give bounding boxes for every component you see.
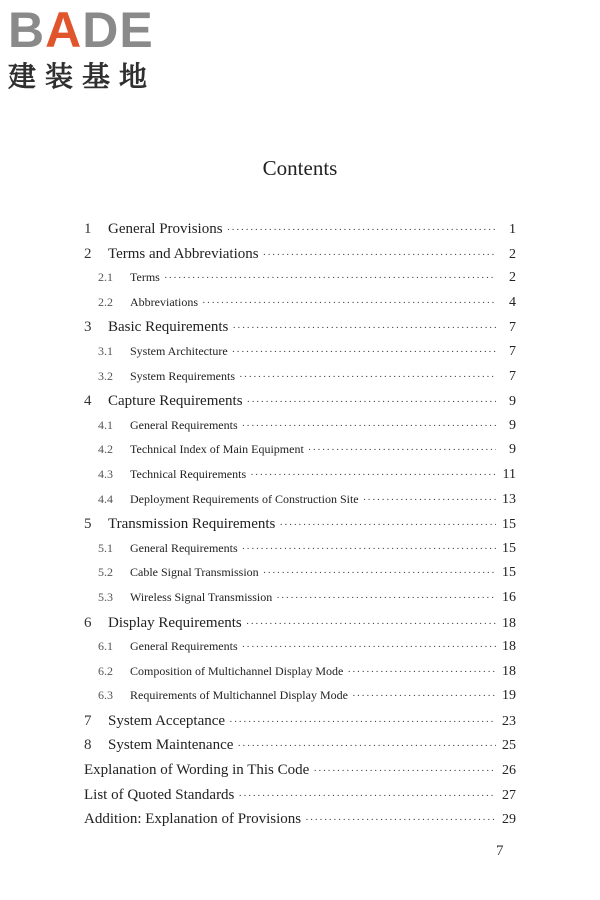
toc-entry[interactable] (84, 442, 516, 467)
toc-entry[interactable] (84, 492, 516, 517)
toc-leader (305, 814, 496, 826)
toc-leader (229, 716, 496, 728)
toc-number: 5.3 (98, 589, 113, 604)
toc-leader (232, 346, 496, 358)
toc-number: 8 (84, 737, 92, 754)
toc-page: 18 (502, 639, 516, 655)
toc-page: 11 (502, 466, 516, 482)
toc-page: 2 (509, 246, 516, 262)
toc-page: 18 (502, 663, 516, 679)
toc-leader (242, 420, 496, 432)
toc-number: 4.1 (98, 417, 113, 432)
page-title: Contents (262, 156, 338, 180)
toc-label: General Requirements (130, 540, 238, 555)
toc-page: 25 (502, 738, 516, 754)
bade-logo (8, 2, 188, 94)
toc-label: Technical Index of Main Equipment (130, 442, 304, 457)
logo-wordmark (8, 2, 188, 58)
toc-page: 15 (502, 540, 516, 556)
toc-leader (352, 690, 496, 702)
toc-label: Abbreviations (130, 294, 198, 309)
toc-page: 16 (502, 589, 516, 605)
toc-leader (347, 666, 496, 678)
toc-label: Technical Requirements (130, 466, 247, 481)
toc-number: 2.1 (98, 270, 113, 285)
toc-entry[interactable] (84, 516, 516, 541)
toc-leader (239, 371, 496, 383)
logo-letter-a: A (45, 2, 83, 58)
toc-label: Terms (130, 270, 160, 285)
toc-entry[interactable] (84, 541, 516, 566)
toc-page: 9 (509, 442, 516, 458)
toc-page: 7 (509, 320, 516, 336)
toc-label: System Maintenance (108, 737, 234, 754)
toc-entry[interactable] (84, 565, 516, 590)
toc-leader (313, 765, 496, 777)
toc-leader (279, 519, 496, 531)
toc-label: Terms and Abbreviations (108, 245, 259, 262)
toc-number: 4.4 (98, 491, 113, 506)
toc-label: Deployment Requirements of Construction Site (130, 491, 359, 506)
toc-leader (263, 567, 496, 579)
toc-page: 1 (509, 222, 516, 237)
toc-entry[interactable] (84, 344, 516, 369)
toc-number: 6.3 (98, 688, 113, 703)
toc-entry[interactable] (84, 737, 516, 762)
toc-leader (242, 543, 496, 555)
toc-label: General Requirements (130, 639, 238, 654)
toc-number: 3 (84, 319, 92, 336)
toc-entry[interactable] (84, 664, 516, 689)
toc-page: 18 (502, 615, 516, 631)
toc-entry[interactable] (84, 787, 516, 812)
toc-page: 27 (502, 787, 516, 803)
toc-entry[interactable] (84, 688, 516, 713)
toc-entry[interactable] (84, 467, 516, 492)
toc-leader (227, 224, 496, 236)
toc-number: 3.1 (98, 343, 113, 358)
toc-page: 23 (502, 713, 516, 729)
toc-label: Wireless Signal Transmission (130, 589, 273, 604)
toc-page: 9 (509, 417, 516, 433)
toc-leader (237, 740, 496, 752)
toc-page: 15 (502, 565, 516, 581)
toc-page: 15 (502, 517, 516, 533)
toc-label: Capture Requirements (108, 393, 243, 410)
toc-page: 13 (502, 491, 516, 507)
toc-entry[interactable] (84, 418, 516, 443)
toc-number: 6 (84, 614, 92, 631)
toc-label: Explanation of Wording in This Code (84, 762, 310, 779)
logo-chinese-text: 建装基地 (8, 60, 157, 93)
toc-entry[interactable] (84, 270, 516, 295)
toc-entry[interactable] (84, 221, 516, 246)
toc-label: List of Quoted Standards (84, 786, 235, 803)
toc-entry[interactable] (84, 369, 516, 394)
toc-entry[interactable] (84, 639, 516, 664)
toc-leader (308, 444, 496, 456)
toc-number: 5.2 (98, 565, 113, 580)
toc-leader (202, 297, 496, 309)
toc-number: 2.2 (98, 294, 113, 309)
toc-page: 4 (509, 294, 516, 310)
toc-page: 7 (509, 343, 516, 359)
toc-page: 2 (509, 270, 516, 286)
toc-entry[interactable] (84, 393, 516, 418)
toc-entry[interactable] (84, 590, 516, 615)
toc-label: Addition: Explanation of Provisions (84, 811, 302, 828)
toc-label: General Requirements (130, 417, 238, 432)
logo-letter-b: B (8, 2, 46, 58)
logo-letters-de: DE (82, 2, 154, 58)
toc-leader (363, 494, 496, 506)
toc-number: 1 (84, 221, 92, 237)
toc-entry[interactable] (84, 762, 516, 787)
toc-label: System Requirements (130, 368, 235, 383)
toc-label: Requirements of Multichannel Display Mode (130, 688, 348, 703)
toc-leader (164, 272, 496, 284)
toc-number: 4.2 (98, 442, 113, 457)
toc-number: 5 (84, 516, 92, 533)
toc-entry[interactable] (84, 295, 516, 320)
toc-number: 3.2 (98, 368, 113, 383)
toc-leader (246, 618, 496, 630)
page-number: 7 (496, 843, 504, 859)
toc-entry[interactable] (84, 615, 516, 640)
toc-page: 9 (509, 394, 516, 410)
toc-label: Transmission Requirements (108, 516, 276, 533)
toc-label: System Acceptance (108, 712, 226, 729)
toc-entry[interactable] (84, 319, 516, 344)
toc-leader (250, 469, 496, 481)
toc-leader (276, 592, 496, 604)
toc-page: 7 (509, 368, 516, 384)
toc-page: 29 (502, 812, 516, 828)
toc-entry[interactable] (84, 246, 516, 271)
toc-label: Display Requirements (108, 614, 242, 631)
toc-number: 6.2 (98, 663, 113, 678)
toc-leader (247, 396, 496, 408)
toc-leader (232, 322, 496, 334)
toc-page: 26 (502, 763, 516, 779)
toc-number: 2 (84, 245, 92, 262)
toc-label: Basic Requirements (108, 319, 229, 336)
toc-entry[interactable] (84, 811, 516, 836)
toc-label: System Architecture (130, 343, 228, 358)
toc-number: 7 (84, 712, 92, 729)
table-of-contents (84, 221, 516, 836)
toc-label: Cable Signal Transmission (130, 565, 259, 580)
toc-number: 4.3 (98, 466, 113, 481)
toc-leader (238, 790, 496, 802)
toc-label: General Provisions (108, 221, 223, 237)
toc-number: 4 (84, 393, 92, 410)
toc-label: Composition of Multichannel Display Mode (130, 663, 344, 678)
toc-page: 19 (502, 688, 516, 704)
toc-number: 6.1 (98, 639, 113, 654)
toc-leader (242, 641, 496, 653)
toc-number: 5.1 (98, 540, 113, 555)
toc-entry[interactable] (84, 713, 516, 738)
toc-leader (263, 249, 496, 261)
